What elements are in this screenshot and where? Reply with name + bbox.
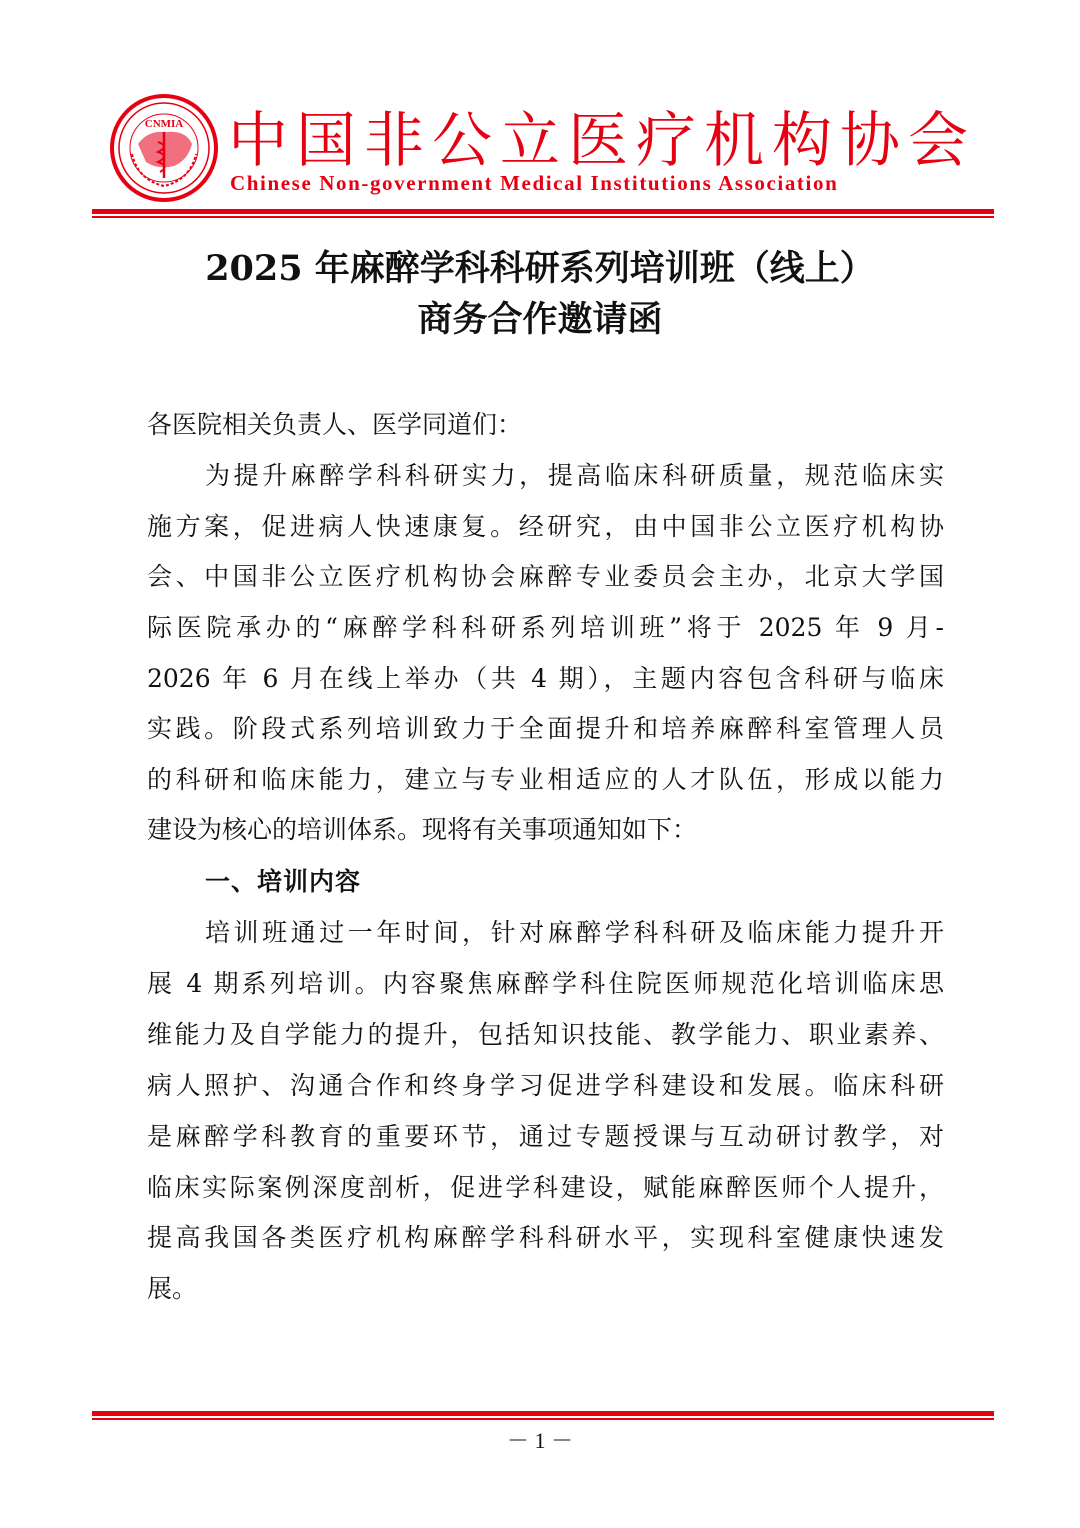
salutation: 各医院相关负责人、医学同道们：	[147, 410, 523, 439]
page-number: － 1 －	[506, 1428, 573, 1453]
body-line: 建设为核心的培训体系。现将有关事项通知如下：	[147, 815, 698, 844]
svg-text:CNMIA: CNMIA	[144, 118, 184, 130]
footer-rule-thin	[92, 1418, 994, 1420]
body-line: 展 4 期系列培训。内容聚焦麻醉学科住院医师规范化培训临床思	[147, 969, 944, 998]
section-heading: 一、培训内容	[205, 867, 362, 896]
header-rule-thin	[92, 216, 994, 218]
body-line: 培训班通过一年时间，针对麻醉学科科研及临床能力提升开	[205, 918, 944, 947]
body-line: 是麻醉学科教育的重要环节，通过专题授课与互动研讨教学，对	[147, 1122, 944, 1151]
body-line: 为提升麻醉学科科研实力，提高临床科研质量，规范临床实	[205, 461, 944, 490]
body-line: 2026 年 6 月在线上举办（共 4 期），主题内容包含科研与临床	[147, 664, 944, 693]
body-line: 实践。阶段式系列培训致力于全面提升和培养麻醉科室管理人员	[147, 714, 944, 743]
body-line: 维能力及自学能力的提升，包括知识技能、教学能力、职业素养、	[147, 1020, 944, 1049]
header-rule-thick	[92, 209, 994, 214]
body-line: 病人照护、沟通合作和终身学习促进学科建设和发展。临床科研	[147, 1071, 944, 1100]
body-line: 展。	[147, 1274, 198, 1303]
document-title-line1: 2025 年麻醉学科科研系列培训班（线上）	[205, 248, 875, 289]
body-line: 会、中国非公立医疗机构协会麻醉专业委员会主办，北京大学国	[147, 562, 944, 591]
body-line: 的科研和临床能力，建立与专业相适应的人才队伍，形成以能力	[147, 765, 944, 794]
body-line: 际医院承办的“麻醉学科科研系列培训班”将于 2025 年 9 月-	[147, 613, 944, 642]
body-line: 施方案，促进病人快速康复。经研究，由中国非公立医疗机构协	[147, 512, 944, 541]
body-line: 临床实际案例深度剖析，促进学科建设，赋能麻醉医师个人提升，	[147, 1173, 944, 1202]
document-title-line2: 商务合作邀请函	[417, 299, 663, 340]
body-line: 提高我国各类医疗机构麻醉学科科研水平，实现科室健康快速发	[147, 1223, 944, 1252]
footer-rule-thick	[92, 1411, 994, 1416]
org-name-chinese: 中国非公立医疗机构协会	[228, 106, 976, 176]
cnmia-logo	[108, 94, 220, 202]
org-name-english: Chinese Non-government Medical Institutions Association	[230, 171, 839, 195]
